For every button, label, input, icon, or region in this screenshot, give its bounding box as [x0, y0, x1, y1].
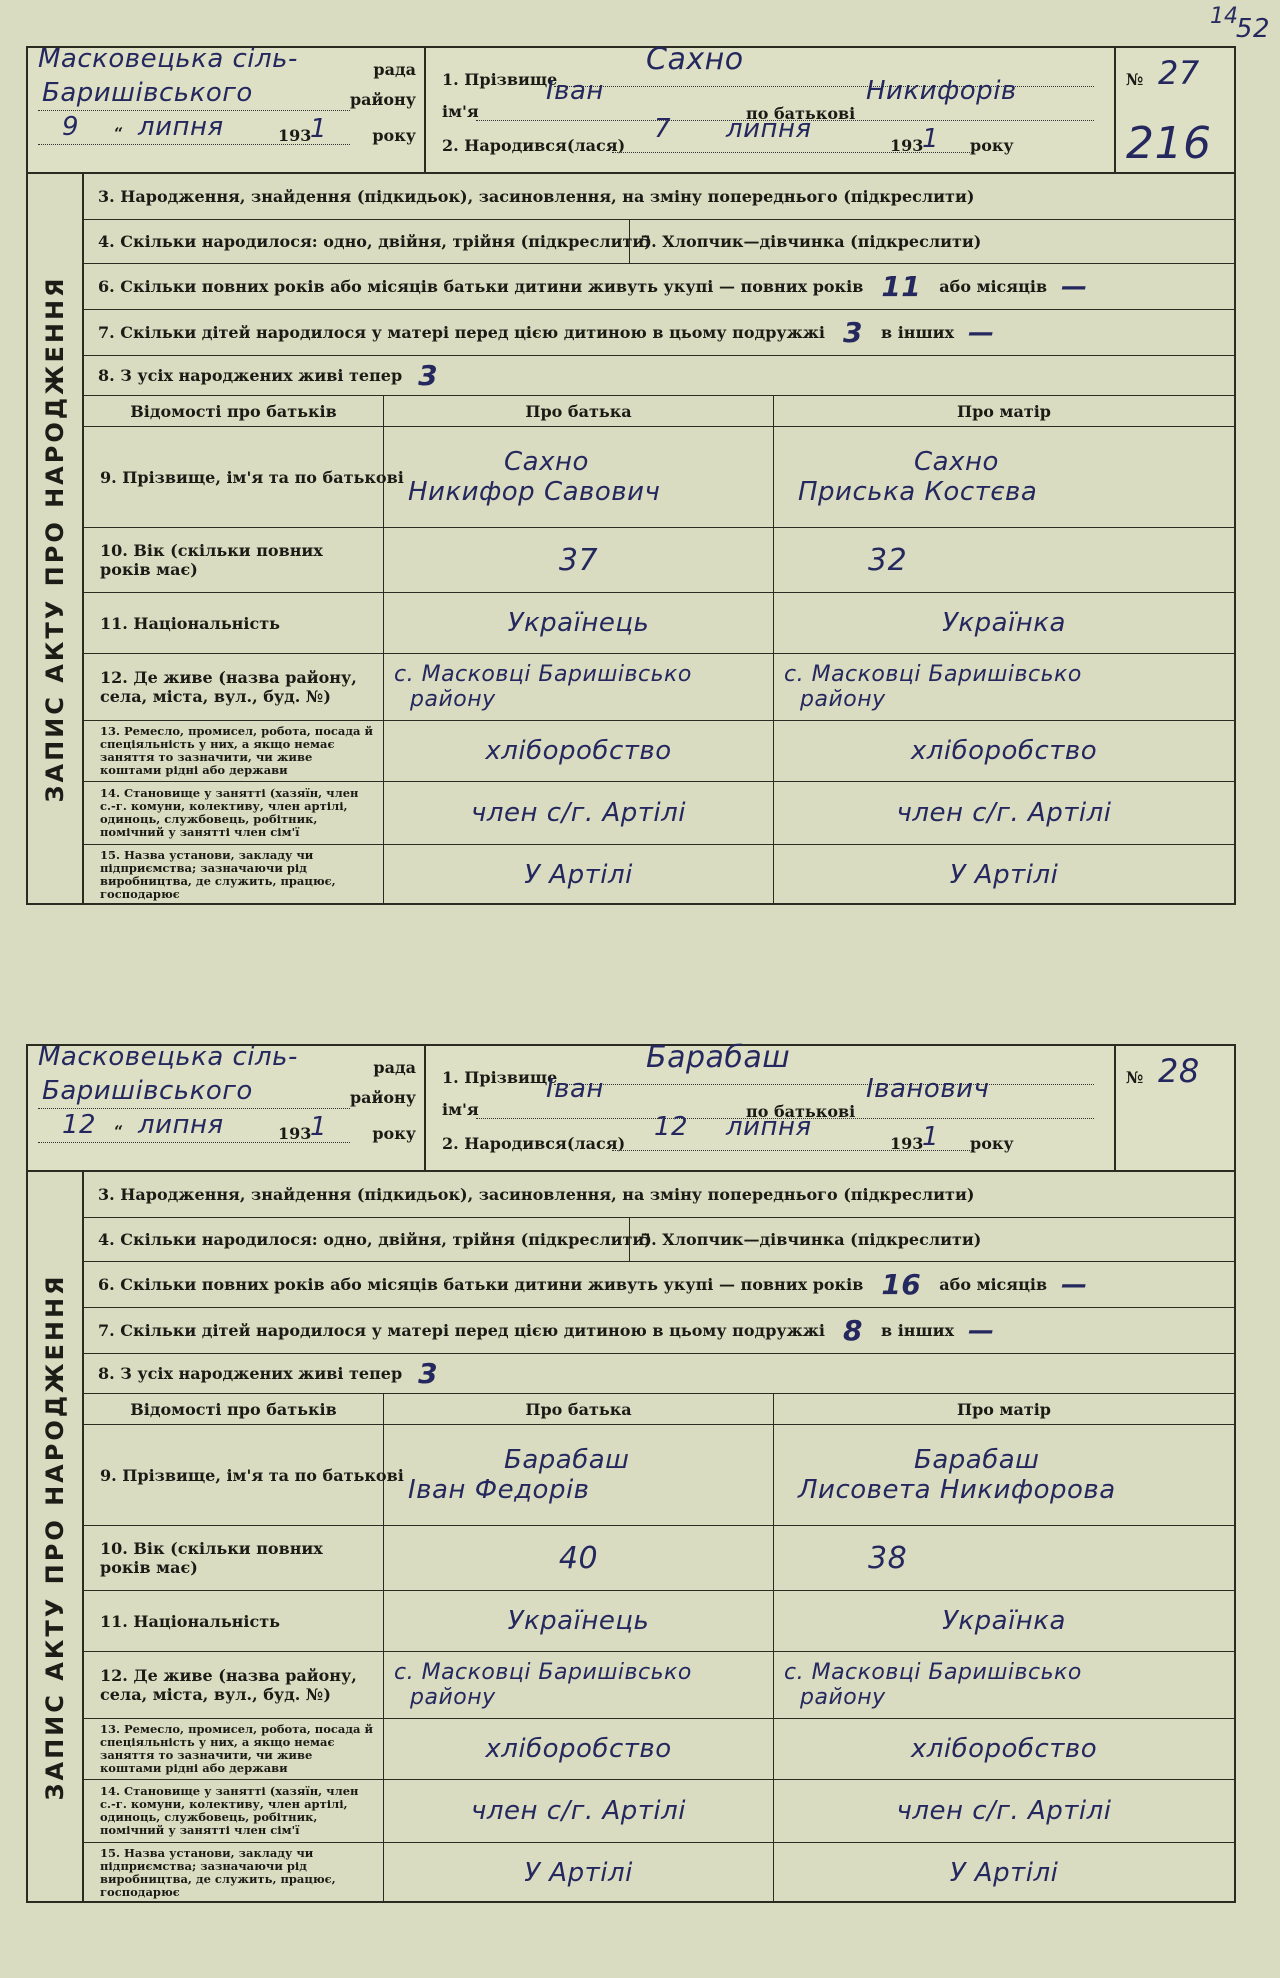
side-title [28, 1172, 84, 1901]
row-13 [84, 721, 1234, 782]
mother-header: Про матір [957, 1399, 1051, 1419]
quote-mark: “ [114, 124, 124, 143]
parents-info-header: Відомості про батьків [84, 396, 384, 426]
roku-label: року [372, 1124, 416, 1143]
row-10 [84, 528, 1234, 593]
field-6-months-label: або місяців [939, 277, 1048, 296]
mother-occupation: хліборобство [910, 1734, 1098, 1764]
margin-note: 216 [1126, 118, 1212, 169]
field-5-text: 5. Хлопчик—дівчинка (підкреслити) [640, 1230, 982, 1249]
record-body [26, 1172, 1236, 1903]
field-6-years: 16 [881, 1268, 922, 1301]
parents-info-header: Відомості про батьків [84, 1394, 384, 1424]
row-12-label: 12. Де живе (назва району, села, міста, вул., буд. №) [84, 654, 384, 720]
registration-month: липня [138, 1110, 224, 1140]
mother-name: Приська Костєва [798, 477, 1038, 507]
field-6-months: — [1061, 271, 1088, 302]
field-7-value: 3 [843, 316, 863, 349]
field-3-row [84, 174, 1234, 220]
birth-year-printed: 193 [890, 136, 924, 155]
father-age: 37 [384, 528, 774, 592]
field-4-5-row [84, 220, 1234, 264]
father-status: член с/г. Артілі [384, 782, 774, 844]
record-number-block [1116, 48, 1234, 172]
row-10-label: 10. Вік (скільки повних років має) [84, 1526, 384, 1590]
field-6-label: 6. Скільки повних років або місяців батьки дитини живуть укупі — повних років [98, 277, 864, 296]
father-address-line2: району [410, 1685, 496, 1710]
field-4-5-row [84, 1218, 1234, 1262]
field-7-row [84, 1308, 1234, 1354]
row-13 [84, 1719, 1234, 1780]
record-number: 28 [1158, 1052, 1200, 1090]
district-name: Баришівського [42, 78, 253, 108]
field-5-text: 5. Хлопчик—дівчинка (підкреслити) [640, 232, 982, 251]
born-label: 2. Народився(лася) [442, 1134, 626, 1153]
child-identity-block [426, 42, 1116, 172]
birth-roku-label: року [970, 1134, 1014, 1153]
side-title-text: ЗАПИС АКТУ ПРО НАРОДЖЕННЯ [41, 1272, 69, 1801]
quote-mark: “ [114, 1122, 124, 1141]
sheet-mark: 52 [1235, 14, 1270, 44]
rada-label: рада [373, 60, 416, 79]
village-council-name: Масковецька сіль- [38, 1042, 298, 1072]
mother-full-name [774, 1425, 1234, 1525]
child-surname: Барабаш [646, 1040, 791, 1075]
father-surname: Сахно [504, 447, 589, 477]
birth-year-handwritten: 1 [922, 1122, 940, 1152]
registration-year-handwritten: 1 [310, 114, 328, 144]
row-15-label: 15. Назва установи, закладу чи підприємства; зазначаючи рід виробництва, де служить, працює, господарює [84, 1843, 384, 1903]
council-block [28, 1042, 426, 1170]
birth-day: 12 [654, 1112, 689, 1142]
field-8-label: 8. З усіх народжених живі тепер [98, 1364, 403, 1383]
field-6-months: — [1061, 1269, 1088, 1300]
raion-label: району [349, 90, 416, 109]
row-15 [84, 845, 1234, 903]
field-7-other: — [968, 1315, 995, 1346]
father-nationality: Українець [384, 1591, 774, 1651]
field-3-text: 3. Народження, знайдення (підкидьок), засиновлення, на зміну попереднього (підкреслити) [98, 187, 975, 206]
birth-month: липня [726, 1112, 812, 1142]
field-4-text: 4. Скільки народилося: одно, двійня, трійня (підкреслити) [84, 1218, 630, 1261]
field-6-label: 6. Скільки повних років або місяців батьки дитини живуть укупі — повних років [98, 1275, 864, 1294]
field-7-value: 8 [843, 1314, 863, 1347]
mother-name: Лисовета Никифорова [798, 1475, 1116, 1505]
field-7-other: — [968, 317, 995, 348]
row-14-label: 14. Становище у занятті (хазяїн, член с.-г. комуни, колективу, член артілі, одиноць, службовець, робітник, помічний у занятті член сім'ї [84, 782, 384, 844]
father-name: Никифор Савович [408, 477, 661, 507]
mother-address-line2: району [800, 1685, 886, 1710]
parents-header-row [84, 396, 1234, 427]
row-15 [84, 1843, 1234, 1901]
field-8-value: 3 [418, 1357, 439, 1390]
mother-occupation: хліборобство [910, 736, 1098, 766]
surname-label: 1. Прізвище [442, 1068, 558, 1087]
father-workplace: У Артілі [384, 845, 774, 905]
patronymic-label: по батькові [746, 104, 856, 123]
child-name: Іван [546, 76, 604, 106]
mother-workplace: У Артілі [949, 860, 1059, 890]
field-7-label: 7. Скільки дітей народилося у матері перед цією дитиною в цьому подружжі [98, 1321, 826, 1340]
registration-day: 9 [62, 112, 80, 142]
row-14 [84, 782, 1234, 845]
row-14-label: 14. Становище у занятті (хазяїн, член с.-г. комуни, колективу, член артілі, одиноць, службовець, робітник, помічний у занятті член сім'ї [84, 1780, 384, 1842]
side-title [28, 174, 84, 903]
mother-status: член с/г. Артілі [896, 798, 1112, 828]
father-address [384, 654, 774, 720]
side-title-text: ЗАПИС АКТУ ПРО НАРОДЖЕННЯ [41, 274, 69, 803]
registration-year-printed: 193 [278, 126, 312, 145]
birth-year-handwritten: 1 [922, 124, 940, 154]
row-9-label: 9. Прізвище, ім'я та по батькові [84, 427, 384, 527]
row-11 [84, 593, 1234, 654]
birth-record-27 [26, 42, 1236, 905]
mother-status: член с/г. Артілі [896, 1796, 1112, 1826]
council-block [28, 44, 426, 172]
record-header [26, 1040, 1236, 1172]
father-status: член с/г. Артілі [384, 1780, 774, 1842]
registration-month: липня [138, 112, 224, 142]
record-header [26, 42, 1236, 174]
child-surname: Сахно [646, 42, 744, 77]
father-occupation: хліборобство [384, 721, 774, 781]
row-13-label: 13. Ремесло, промисел, робота, посада й спеціяльність у них, а якщо немає заняття то зазначити, чи живе коштами рідні або держави [84, 721, 384, 781]
roku-label: року [372, 126, 416, 145]
father-full-name [384, 427, 774, 527]
mother-surname: Барабаш [914, 1445, 1040, 1475]
mother-address-line1: с. Масковці Баришівсько [784, 662, 1082, 687]
registration-year-handwritten: 1 [310, 1112, 328, 1142]
row-15-label: 15. Назва установи, закладу чи підприємства; зазначаючи рід виробництва, де служить, працює, господарює [84, 845, 384, 905]
field-3-text: 3. Народження, знайдення (підкидьок), засиновлення, на зміну попереднього (підкреслити) [98, 1185, 975, 1204]
row-14 [84, 1780, 1234, 1843]
record-fields [84, 174, 1234, 903]
field-8-row [84, 356, 1234, 396]
field-6-row [84, 264, 1234, 310]
father-surname: Барабаш [504, 1445, 630, 1475]
row-12-label: 12. Де живе (назва району, села, міста, вул., буд. №) [84, 1652, 384, 1718]
surname-label: 1. Прізвище [442, 70, 558, 89]
mother-full-name [774, 427, 1234, 527]
record-body [26, 174, 1236, 905]
rada-label: рада [373, 1058, 416, 1077]
record-number-block [1116, 1046, 1234, 1170]
parents-header-row [84, 1394, 1234, 1425]
row-11-label: 11. Національність [84, 1591, 384, 1651]
row-12 [84, 1652, 1234, 1719]
mother-workplace: У Артілі [949, 1858, 1059, 1888]
number-label: № [1126, 70, 1144, 89]
mother-surname: Сахно [914, 447, 999, 477]
birth-roku-label: року [970, 136, 1014, 155]
field-7-label: 7. Скільки дітей народилося у матері перед цією дитиною в цьому подружжі [98, 323, 826, 342]
father-address-line1: с. Масковці Баришівсько [394, 1660, 692, 1685]
field-8-label: 8. З усіх народжених живі тепер [98, 366, 403, 385]
father-age: 40 [384, 1526, 774, 1590]
mother-address-line1: с. Масковці Баришівсько [784, 1660, 1082, 1685]
row-12 [84, 654, 1234, 721]
father-address [384, 1652, 774, 1718]
row-10-label: 10. Вік (скільки повних років має) [84, 528, 384, 592]
field-3-row [84, 1172, 1234, 1218]
field-8-value: 3 [418, 359, 439, 392]
row-10 [84, 1526, 1234, 1591]
birth-day: 7 [654, 114, 672, 144]
district-name: Баришівського [42, 1076, 253, 1106]
father-occupation: хліборобство [384, 1719, 774, 1779]
number-label: № [1126, 1068, 1144, 1087]
name-label: ім'я [442, 1100, 479, 1119]
father-address-line1: с. Масковці Баришівсько [394, 662, 692, 687]
child-identity-block [426, 1040, 1116, 1170]
field-6-months-label: або місяців [939, 1275, 1048, 1294]
father-workplace: У Артілі [384, 1843, 774, 1903]
field-7-row [84, 310, 1234, 356]
row-9 [84, 1425, 1234, 1526]
father-address-line2: району [410, 687, 496, 712]
name-label: ім'я [442, 102, 479, 121]
father-header: Про батька [384, 396, 774, 426]
row-13-label: 13. Ремесло, промисел, робота, посада й спеціяльність у них, а якщо немає заняття то зазначити, чи живе коштами рідні або держави [84, 1719, 384, 1779]
field-7-other-label: в інших [881, 1321, 955, 1340]
born-label: 2. Народився(лася) [442, 136, 626, 155]
mother-age: 32 [868, 542, 908, 578]
record-fields [84, 1172, 1234, 1901]
row-9 [84, 427, 1234, 528]
birth-month: липня [726, 114, 812, 144]
field-7-other-label: в інших [881, 323, 955, 342]
page-corner-number: 14 [1210, 4, 1238, 29]
father-header: Про батька [384, 1394, 774, 1424]
mother-address [774, 1652, 1234, 1718]
village-council-name: Масковецька сіль- [38, 44, 298, 74]
mother-address [774, 654, 1234, 720]
mother-header: Про матір [957, 401, 1051, 421]
mother-age: 38 [868, 1540, 908, 1576]
field-4-text: 4. Скільки народилося: одно, двійня, трійня (підкреслити) [84, 220, 630, 263]
field-6-years: 11 [881, 270, 922, 303]
record-number: 27 [1158, 54, 1200, 92]
child-name: Іван [546, 1074, 604, 1104]
mother-nationality: Українка [942, 1606, 1066, 1636]
registration-day: 12 [62, 1110, 97, 1140]
row-11 [84, 1591, 1234, 1652]
father-name: Іван Федорів [408, 1475, 590, 1505]
row-11-label: 11. Національність [84, 593, 384, 653]
mother-nationality: Українка [942, 608, 1066, 638]
patronymic-label: по батькові [746, 1102, 856, 1121]
birth-record-28 [26, 1040, 1236, 1903]
father-full-name [384, 1425, 774, 1525]
father-nationality: Українець [384, 593, 774, 653]
field-6-row [84, 1262, 1234, 1308]
row-9-label: 9. Прізвище, ім'я та по батькові [84, 1425, 384, 1525]
mother-address-line2: району [800, 687, 886, 712]
birth-year-printed: 193 [890, 1134, 924, 1153]
child-patronymic: Никифорів [866, 76, 1017, 106]
child-patronymic: Іванович [866, 1074, 990, 1104]
field-8-row [84, 1354, 1234, 1394]
registration-year-printed: 193 [278, 1124, 312, 1143]
raion-label: району [349, 1088, 416, 1107]
